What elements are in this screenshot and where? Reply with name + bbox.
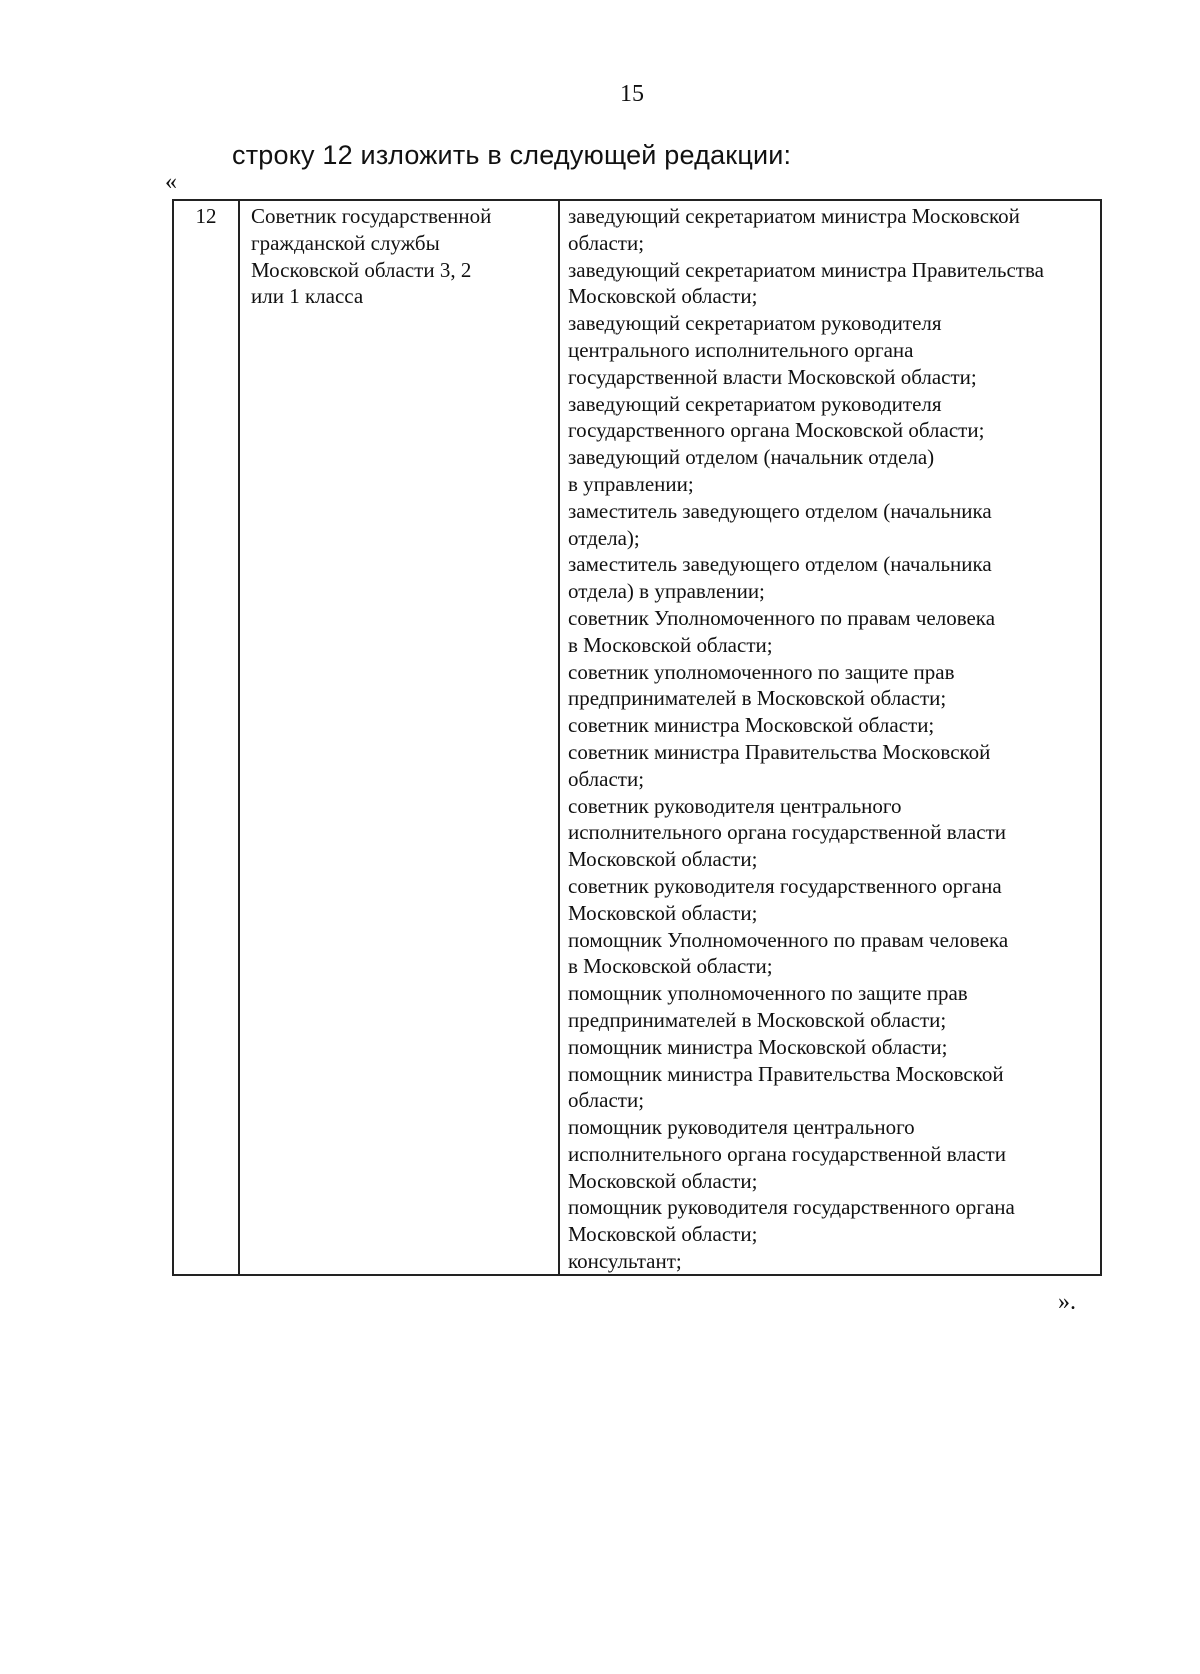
row-number-cell (174, 201, 240, 1275)
positions-list-cell (560, 201, 1100, 1275)
position-list-line: Московской области; (568, 1168, 758, 1193)
position-title-cell (240, 201, 560, 1275)
position-list-line: исполнительного органа государственной власти (568, 1141, 1006, 1166)
closing-quote: ». (1058, 1289, 1076, 1315)
position-list-line: советник министра Московской области; (568, 713, 935, 738)
position-title-line: или 1 класса (251, 284, 364, 309)
position-list-line: в управлении; (568, 471, 694, 496)
position-list-line: Московской области; (568, 847, 758, 872)
position-list-line: центрального исполнительного органа (568, 337, 914, 362)
position-list-line: области; (568, 230, 645, 255)
position-list-line: помощник уполномоченного по защите прав (568, 981, 968, 1006)
position-list-line: Московской области; (568, 284, 758, 309)
position-list-line: Московской области; (568, 1222, 758, 1247)
position-list-line: предпринимателей в Московской области; (568, 1007, 947, 1032)
position-list-line: консультант; (568, 1249, 682, 1274)
position-list-line: советник уполномоченного по защите прав (568, 659, 955, 684)
position-list-line: советник Уполномоченного по правам человека (568, 605, 996, 630)
position-title-line: гражданской службы (251, 230, 440, 255)
position-list-line: помощник руководителя центрального (568, 1115, 915, 1140)
position-list-line: заместитель заведующего отделом (начальника (568, 498, 992, 523)
page-number: 15 (620, 81, 644, 107)
position-list-line: советник руководителя государственного органа (568, 873, 1002, 898)
position-list-line: государственного органа Московской области; (568, 418, 985, 443)
position-list-line: области; (568, 766, 645, 791)
position-list-line: советник министра Правительства Московской (568, 739, 991, 764)
position-list-line: заведующий секретариатом министра Правительства (568, 257, 1044, 282)
position-list-line: помощник Уполномоченного по правам человека (568, 927, 1009, 952)
position-list-line: заведующий секретариатом руководителя (568, 311, 942, 336)
position-list-line: заместитель заведующего отделом (начальника (568, 552, 992, 577)
position-list-line: заведующий секретариатом министра Московской (568, 204, 1020, 228)
position-list-line: в Московской области; (568, 954, 773, 979)
position-list-line: исполнительного органа государственной власти (568, 820, 1006, 845)
position-list-line: государственной власти Московской области; (568, 364, 977, 389)
position-list-line: заведующий секретариатом руководителя (568, 391, 942, 416)
position-list-line: заведующий отделом (начальник отдела) (568, 445, 935, 470)
position-list-line: отдела); (568, 525, 640, 550)
row-number: 12 (195, 204, 217, 228)
position-list-line: в Московской области; (568, 632, 773, 657)
position-list-line: Московской области; (568, 900, 758, 925)
position-title-line: Советник государственной (251, 204, 492, 228)
position-list-line: предпринимателей в Московской области; (568, 686, 947, 711)
position-list-line: помощник министра Московской области; (568, 1034, 948, 1059)
intro-text: строку 12 изложить в следующей редакции: (232, 140, 792, 170)
position-list-line: советник руководителя центрального (568, 793, 902, 818)
position-list-line: области; (568, 1088, 645, 1113)
position-list-line: отдела) в управлении; (568, 579, 765, 604)
position-list-line: помощник руководителя государственного органа (568, 1195, 1015, 1220)
position-list-line: помощник министра Правительства Московской (568, 1061, 1004, 1086)
position-title-line: Московской области 3, 2 (251, 257, 472, 282)
amendment-table (172, 199, 1102, 1276)
opening-quote: « (165, 169, 177, 195)
